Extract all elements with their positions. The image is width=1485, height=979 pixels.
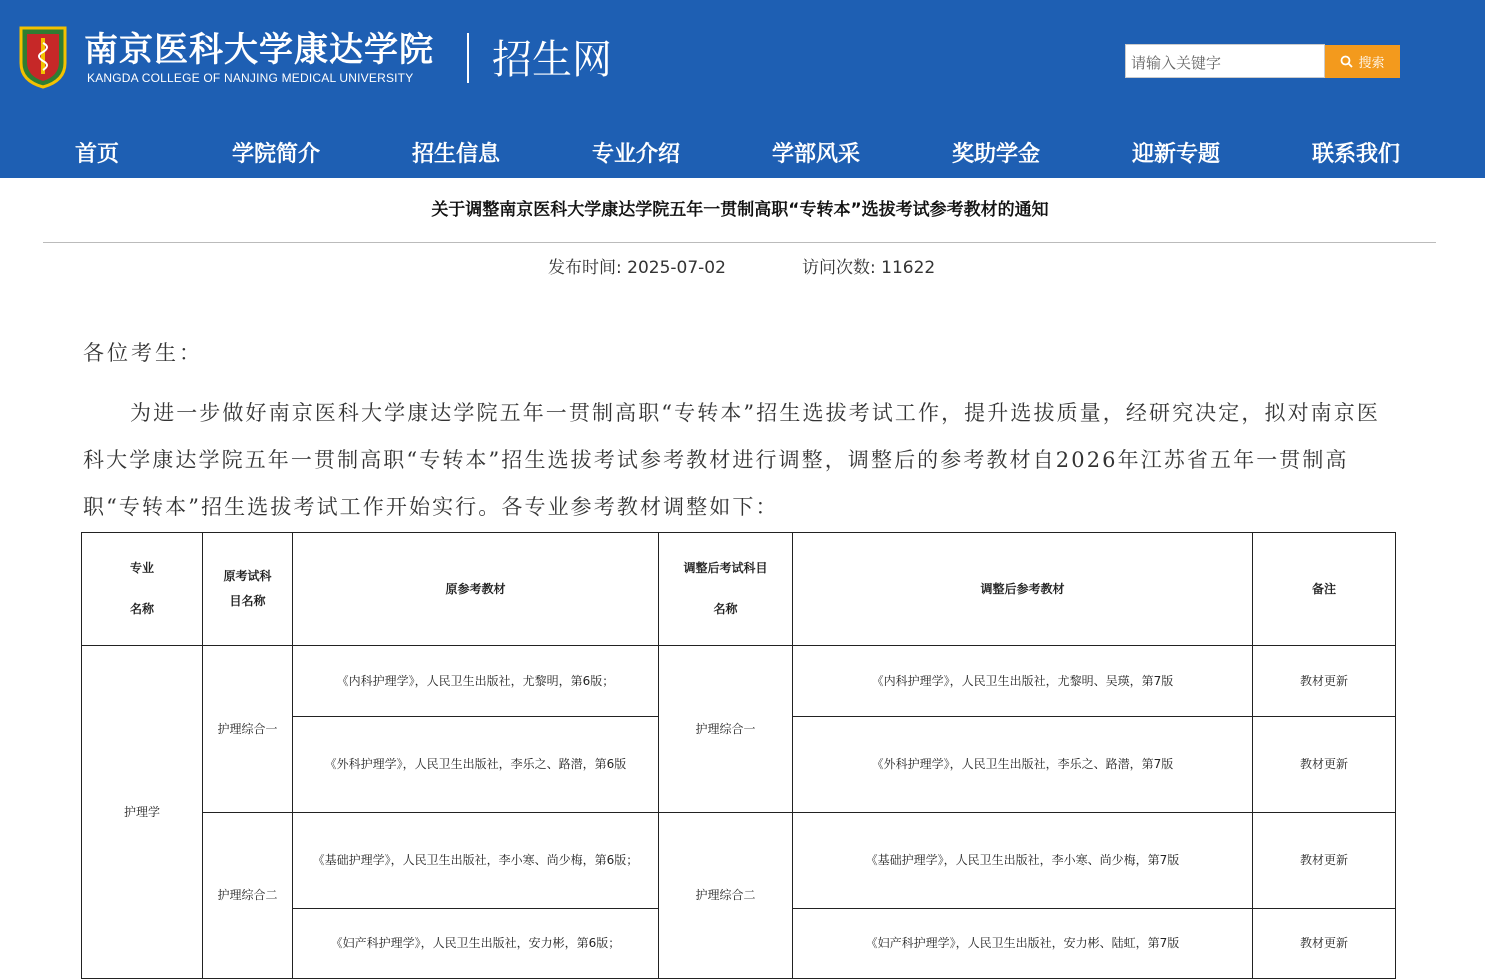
greeting: 各位考生： <box>83 341 203 365</box>
college-emblem-icon[interactable] <box>18 25 68 89</box>
orig-subject-cell: 护理综合二 <box>203 813 293 979</box>
nav-item-about[interactable]: 学院简介 <box>232 142 321 167</box>
header-major <box>82 533 203 646</box>
orig-book-cell: 《妇产科护理学》，人民卫生出版社，安力彬，第6版； <box>293 909 659 979</box>
remark-cell: 教材更新 <box>1253 909 1396 979</box>
logo-english-name[interactable]: KANGDA COLLEGE OF NANJING MEDICAL UNIVERSITY <box>87 71 414 85</box>
site-header <box>0 0 1485 178</box>
site-name: 招生网 <box>492 37 612 83</box>
logo-divider <box>467 33 469 83</box>
new-subject-cell: 护理综合二 <box>659 813 793 979</box>
header-new-subject-line1: 调整后考试科目 <box>683 561 768 575</box>
publish-time: 发布时间: 2025-07-02 <box>548 258 726 278</box>
new-book-cell: 《内科护理学》，人民卫生出版社，尤黎明、吴瑛，第7版 <box>793 646 1253 717</box>
header-new-subject-line2: 名称 <box>713 602 738 616</box>
table-header-row <box>82 533 1396 646</box>
header-orig-subject-line1: 原考试科 <box>223 569 272 583</box>
remark-cell: 教材更新 <box>1253 717 1396 813</box>
header-orig-subject <box>203 533 293 646</box>
new-book-cell: 《基础护理学》，人民卫生出版社，李小寒、尚少梅，第7版 <box>793 813 1253 909</box>
main-nav <box>0 128 1485 178</box>
orig-book-cell: 《外科护理学》，人民卫生出版社，李乐之、路潜，第6版 <box>293 717 659 813</box>
nav-item-majors[interactable]: 专业介绍 <box>592 142 681 167</box>
nav-item-admission-info[interactable]: 招生信息 <box>412 142 501 167</box>
table-row <box>82 646 1396 717</box>
logo-chinese-name[interactable]: 南京医科大学康达学院 <box>84 30 434 70</box>
orig-book-cell: 《内科护理学》，人民卫生出版社，尤黎明，第6版； <box>293 646 659 717</box>
major-cell: 护理学 <box>82 646 203 979</box>
nav-item-freshmen[interactable]: 迎新专题 <box>1132 142 1221 167</box>
new-book-cell: 《外科护理学》，人民卫生出版社，李乐之、路潜，第7版 <box>793 717 1253 813</box>
header-orig-subject-line2: 目名称 <box>229 594 266 608</box>
nav-item-departments[interactable]: 学部风采 <box>772 142 861 167</box>
remark-cell: 教材更新 <box>1253 813 1396 909</box>
search-button-label: 搜索 <box>1358 56 1385 71</box>
header-new-books: 调整后参考教材 <box>793 533 1253 646</box>
nav-item-home[interactable]: 首页 <box>75 142 120 167</box>
header-remark: 备注 <box>1253 533 1396 646</box>
search-button[interactable] <box>1325 45 1400 78</box>
orig-book-cell: 《基础护理学》，人民卫生出版社，李小寒、尚少梅，第6版； <box>293 813 659 909</box>
header-major-line2: 名称 <box>129 602 154 616</box>
orig-subject-cell: 护理综合一 <box>203 646 293 813</box>
header-orig-books: 原参考教材 <box>293 533 659 646</box>
header-major-line1: 专业 <box>129 561 154 575</box>
new-book-cell: 《妇产科护理学》，人民卫生出版社，安力彬、陆虹，第7版 <box>793 909 1253 979</box>
remark-cell: 教材更新 <box>1253 646 1396 717</box>
header-new-subject <box>659 533 793 646</box>
nav-item-contact[interactable]: 联系我们 <box>1312 142 1401 167</box>
visit-count: 访问次数: 11622 <box>802 258 936 278</box>
nav-item-scholarships[interactable]: 奖助学金 <box>952 142 1041 167</box>
article-paragraph: 为进一步做好南京医科大学康达学院五年一贯制高职“专转本”招生选拔考试工作，提升选拔质量，经研究决定，拟对南京医科大学康达学院五年一贯制高职“专转本”招生选拔考试参考教材进行调整，调整后的参考教材自2026年江苏省五年一贯制高职“专转本”招生选拔考试工作开始实行。各专业参考教材调整如下： <box>83 401 1380 519</box>
table-row <box>82 813 1396 909</box>
search-input[interactable]: 请输入关键字 <box>1125 44 1325 78</box>
search-icon <box>1340 55 1353 68</box>
article-title: 关于调整南京医科大学康达学院五年一贯制高职“专转本”选拔考试参考教材的通知 <box>431 200 1049 220</box>
textbook-table <box>81 532 1396 979</box>
title-divider <box>43 242 1436 243</box>
new-subject-cell: 护理综合一 <box>659 646 793 813</box>
